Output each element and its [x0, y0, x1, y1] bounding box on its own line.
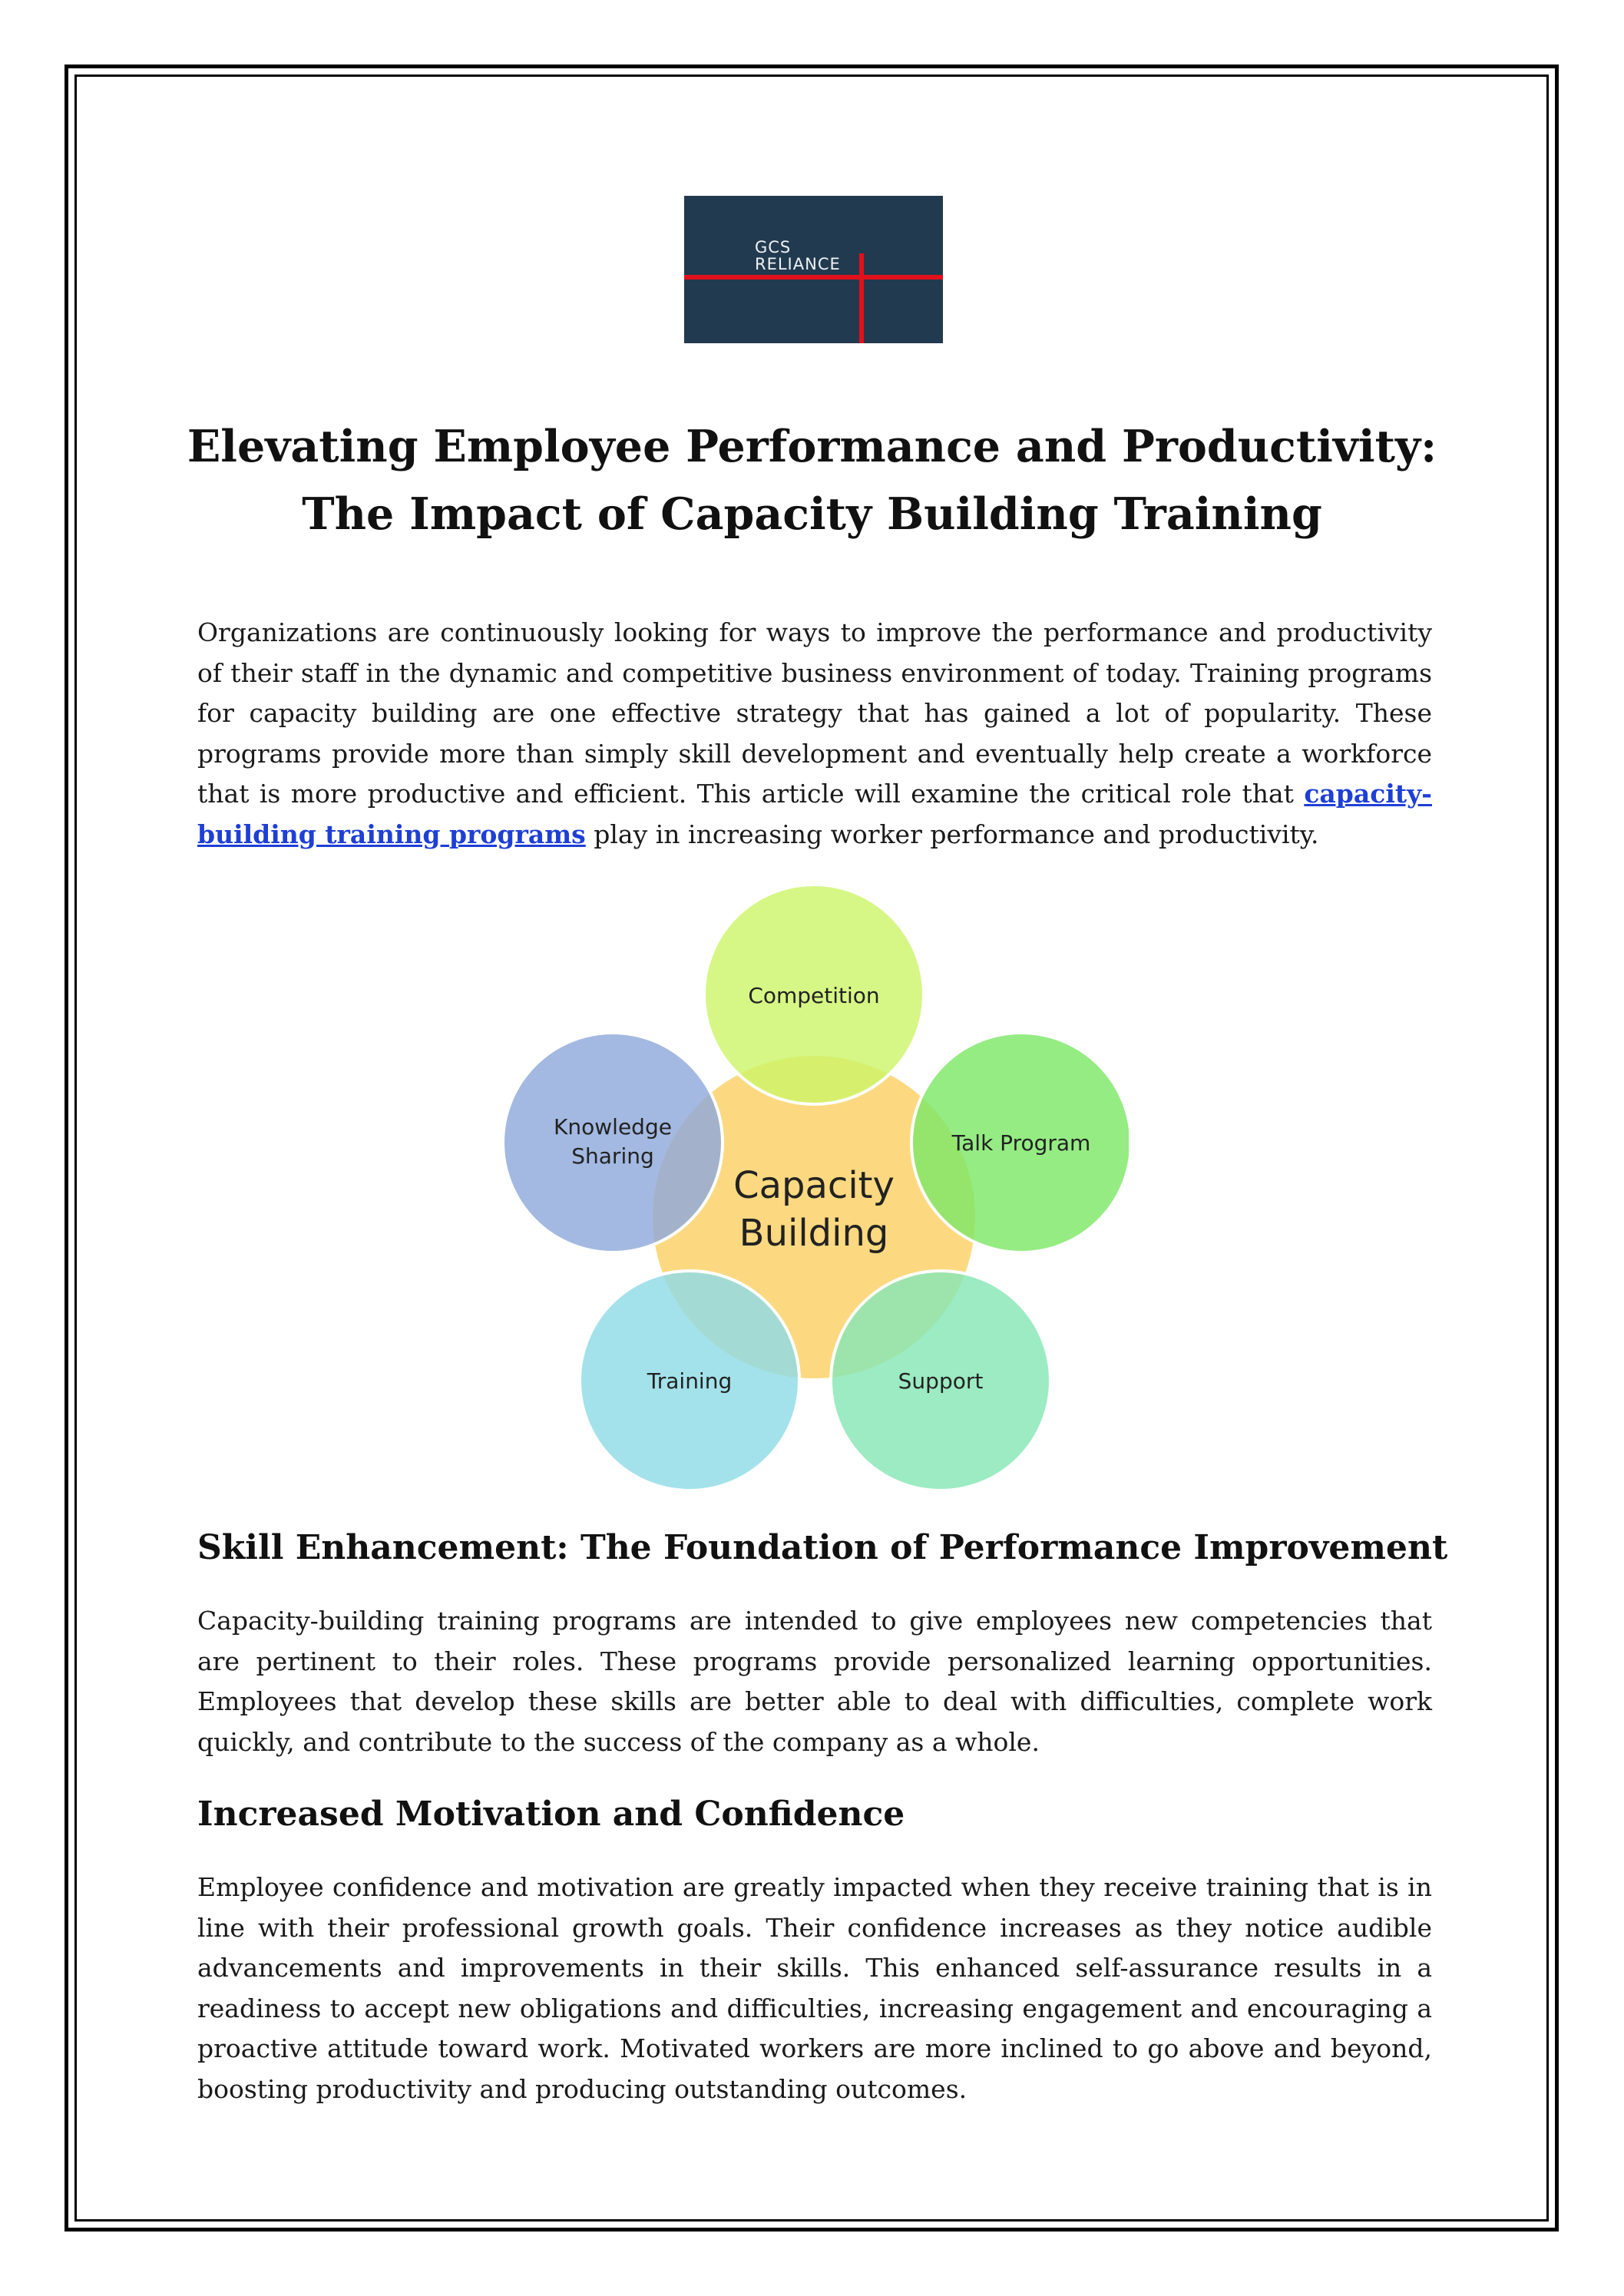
logo-red-horizontal-bar	[684, 275, 943, 280]
title-line-2: The Impact of Capacity Building Training	[302, 488, 1322, 540]
section-body-motivation: Employee confidence and motivation are greatly impacted when they receive training that is in line with their professional growth goals. Their confidence increases as they notice audible advancements and improvements in their skills. This enhanced self-assurance results in a readiness to accept new obligations and difficulties, increasing engagement and encouraging a proactive attitude toward work. Motivated workers are more inclined to go above and beyond, boosting productivity and producing outstanding outcomes.	[197, 1872, 1432, 2104]
circle-knowledge-sharing	[503, 1033, 723, 1252]
label-support: Support	[898, 1368, 984, 1394]
label-knowledge: Knowledge	[554, 1114, 672, 1140]
page-title	[138, 413, 1486, 548]
label-training: Training	[647, 1368, 733, 1394]
label-talk-program: Talk Program	[951, 1130, 1091, 1156]
logo-wordmark: GCS RELIANCE	[755, 238, 841, 273]
center-label-line-1: Capacity	[733, 1164, 895, 1207]
logo-red-vertical-bar	[859, 253, 864, 343]
section-heading-skill-enhancement: Skill Enhancement: The Foundation of Performance Improvement	[197, 1528, 1448, 1567]
gcs-reliance-logo	[684, 196, 943, 343]
label-sharing: Sharing	[571, 1143, 654, 1169]
section-body-skill-enhancement: Capacity-building training programs are intended to give employees new competencies that are pertinent to their roles. These programs provide personalized learning opportunities. Employees that develop these skills are better able to deal with difficulties, complete work quickly, and contribute to the success of the company as a whole.	[197, 1606, 1432, 1757]
capacity-building-link[interactable]: capacity-building training programs	[197, 779, 1432, 849]
capacity-building-diagram	[499, 879, 1129, 1494]
title-line-1: Elevating Employee Performance and Productivity:	[187, 421, 1437, 472]
section-heading-motivation: Increased Motivation and Confidence	[197, 1795, 905, 1834]
label-competition: Competition	[748, 983, 880, 1008]
center-label-line-2: Building	[739, 1212, 889, 1255]
intro-paragraph: Organizations are continuously looking for ways to improve the performance and productivity of their staff in the dynamic and competitive business environment of today. Training programs for capacity building are one effective strategy that has gained a lot of popularity. These programs provide more than simply skill development and eventually help create a workforce that is more productive and efficient. This article will examine the critical role that capacity-building training programs play in increasing worker performance and productivity.	[197, 617, 1432, 849]
